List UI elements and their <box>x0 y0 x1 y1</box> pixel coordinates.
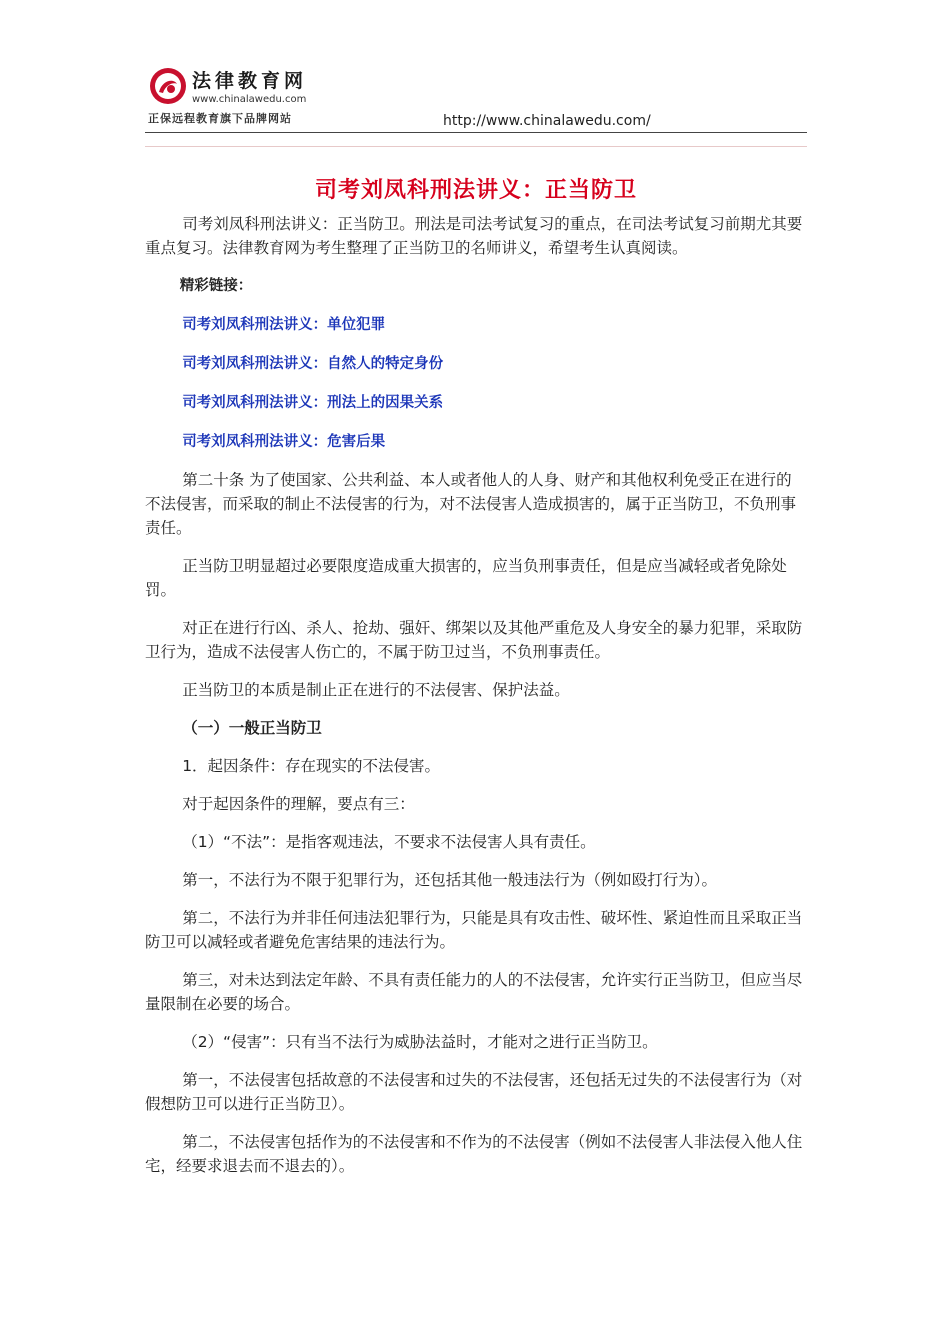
site-url-link[interactable]: http://www.chinalawedu.com/ <box>443 113 651 129</box>
section-heading: （一）一般正当防卫 <box>182 719 322 737</box>
body-paragraph: 第三，对未达到法定年龄、不具有责任能力的人的不法侵害，允许实行正当防卫，但应当尽量限制在必要的场合。 <box>145 971 803 1013</box>
body-paragraph: 1．起因条件：存在现实的不法侵害。 <box>182 757 441 775</box>
logo-emblem-icon <box>148 66 188 106</box>
logo-name: 法律教育网 <box>192 70 308 92</box>
body-paragraph: 第一，不法侵害包括故意的不法侵害和过失的不法侵害，还包括无过失的不法侵害行为（对假想防卫可以进行正当防卫）。 <box>145 1071 803 1113</box>
body-paragraph: 第二十条 为了使国家、公共利益、本人或者他人的人身、财产和其他权利免受正在进行的不法侵害，而采取的制止不法侵害的行为，对不法侵害人造成损害的，属于正当防卫，不负刑事责任。 <box>145 471 797 537</box>
related-link[interactable]: 司考刘凤科刑法讲义：单位犯罪 <box>182 317 386 333</box>
body-paragraph: 第二，不法侵害包括作为的不法侵害和不作为的不法侵害（例如不法侵害人非法侵入他人住宅，经要求退去而不退去的）。 <box>145 1133 803 1175</box>
logo-slogan: 正保远程教育旗下品牌网站 <box>148 112 292 125</box>
page-header <box>145 62 807 134</box>
article-body <box>145 212 807 1178</box>
title-divider <box>145 146 807 147</box>
body-paragraph: 对于起因条件的理解，要点有三： <box>182 795 415 813</box>
intro-paragraph: 司考刘凤科刑法讲义：正当防卫。刑法是司法考试复习的重点，在司法考试复习前期尤其要重点复习。法律教育网为考生整理了正当防卫的名师讲义，希望考生认真阅读。 <box>145 215 803 257</box>
logo-domain: www.chinalawedu.com <box>192 94 307 105</box>
header-divider <box>145 132 807 133</box>
body-paragraph: 正当防卫明显超过必要限度造成重大损害的，应当负刑事责任，但是应当减轻或者免除处罚。 <box>145 557 787 599</box>
related-link[interactable]: 司考刘凤科刑法讲义：刑法上的因果关系 <box>182 395 444 411</box>
article-title: 司考刘凤科刑法讲义：正当防卫 <box>314 177 637 203</box>
body-paragraph: 对正在进行行凶、杀人、抢劫、强奸、绑架以及其他严重危及人身安全的暴力犯罪，采取防卫行为，造成不法侵害人伤亡的，不属于防卫过当，不负刑事责任。 <box>145 619 803 661</box>
related-link[interactable]: 司考刘凤科刑法讲义：危害后果 <box>182 434 386 450</box>
body-paragraph: 第一，不法行为不限于犯罪行为，还包括其他一般违法行为（例如殴打行为）。 <box>182 871 717 889</box>
site-logo[interactable] <box>148 64 448 126</box>
body-paragraph: 第二，不法行为并非任何违法犯罪行为，只能是具有攻击性、破坏性、紧迫性而且采取正当防卫可以减轻或者避免危害结果的违法行为。 <box>145 909 803 951</box>
related-link[interactable]: 司考刘凤科刑法讲义：自然人的特定身份 <box>182 356 444 372</box>
body-paragraph: 正当防卫的本质是制止正在进行的不法侵害、保护法益。 <box>182 681 570 699</box>
body-paragraph: （1）“不法”：是指客观违法，不要求不法侵害人具有责任。 <box>182 833 596 851</box>
body-paragraph: （2）“侵害”：只有当不法行为威胁法益时，才能对之进行正当防卫。 <box>182 1033 658 1051</box>
links-label: 精彩链接： <box>179 278 253 294</box>
